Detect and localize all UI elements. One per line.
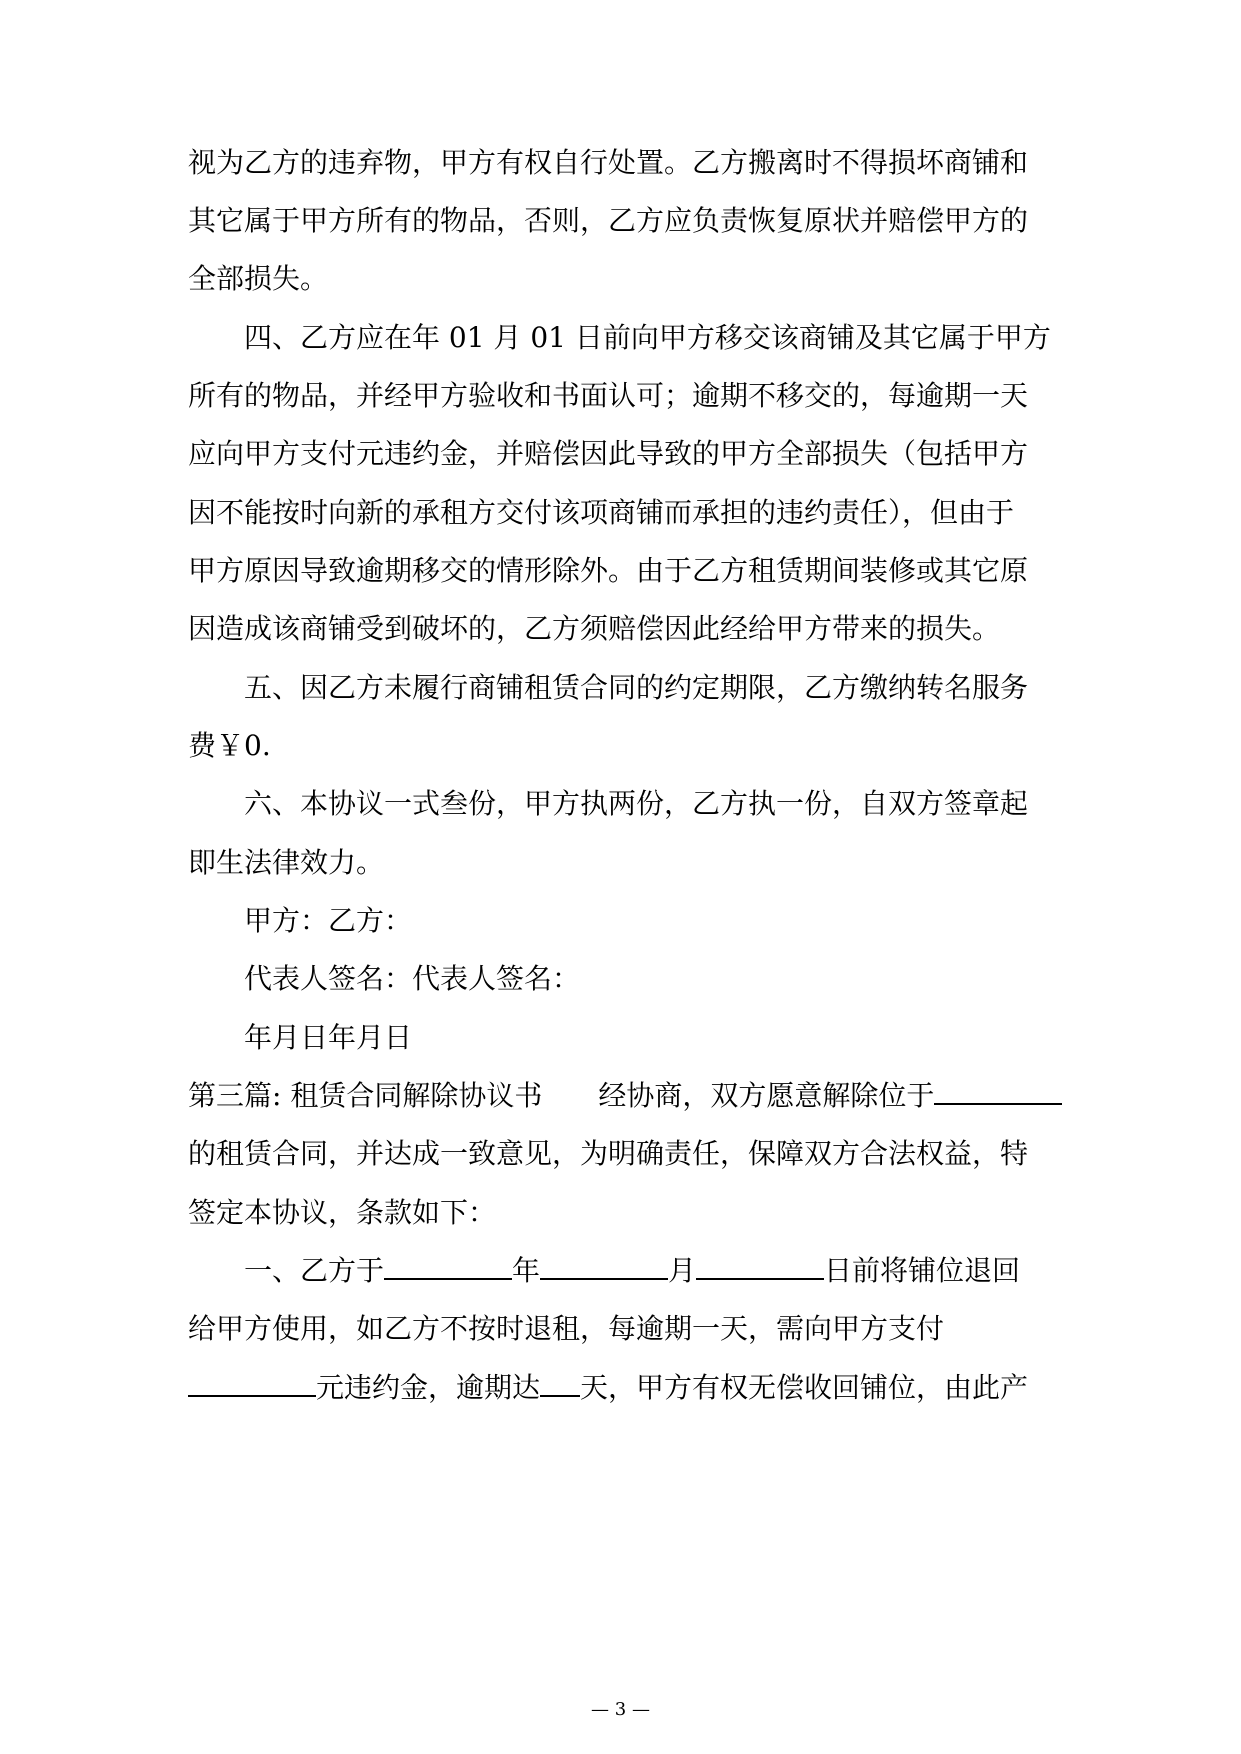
- text-line: 签定本协议，条款如下：: [188, 1196, 497, 1229]
- text-line: 给甲方使用，如乙方不按时退租，每逾期一天，需向甲方支付: [188, 1312, 945, 1345]
- blank-penalty: [188, 1369, 316, 1397]
- section-three-heading-line: [188, 1076, 1068, 1116]
- text-line: 的租赁合同，并达成一致意见，为明确责任，保障双方合法权益，特: [188, 1137, 1029, 1170]
- year-label: 年: [512, 1254, 541, 1287]
- clause-six-line: 六、本协议一式叁份，甲方执两份，乙方执一份，自双方签章起: [244, 787, 1029, 820]
- penalty-text: 元违约金，逾期达: [316, 1371, 541, 1404]
- clause-one-line: [244, 1251, 1124, 1291]
- blank-days: [540, 1369, 580, 1397]
- clause-four-line: 四、乙方应在年 01 月 01 日前向甲方移交该商铺及其它属于甲方: [244, 321, 1051, 354]
- blank-day: [696, 1252, 824, 1280]
- clause-one-text: 日前将铺位退回: [824, 1254, 1021, 1287]
- text-line: 甲方原因导致逾期移交的情形除外。由于乙方租赁期间装修或其它原: [188, 554, 1029, 587]
- text-line: 因造成该商铺受到破坏的，乙方须赔偿因此经给甲方带来的损失。: [188, 612, 1001, 645]
- text-line: 其它属于甲方所有的物品，否则，乙方应负责恢复原状并赔偿甲方的: [188, 204, 1029, 237]
- text-line: 费￥0.: [188, 729, 271, 762]
- party-labels: 甲方：乙方：: [244, 904, 413, 937]
- recovery-text: 天，甲方有权无偿收回铺位，由此产: [580, 1371, 1029, 1404]
- page-number: — 3 —: [591, 1699, 650, 1720]
- section-heading: 第三篇: 租赁合同解除协议书: [188, 1079, 543, 1112]
- signature-labels: 代表人签名：代表人签名：: [244, 962, 581, 995]
- text-line: 全部损失。: [188, 262, 329, 295]
- text-line: 因不能按时向新的承租方交付该项商铺而承担的违约责任），但由于: [188, 496, 1015, 529]
- month-label: 月: [668, 1254, 697, 1287]
- date-labels: 年月日年月日: [244, 1021, 413, 1054]
- text-line: 视为乙方的违弃物，甲方有权自行处置。乙方搬离时不得损坏商铺和: [188, 146, 1029, 179]
- blank-location: [934, 1077, 1062, 1105]
- section-intro: 经协商，双方愿意解除位于: [598, 1079, 935, 1112]
- clause-one-text: 一、乙方于: [244, 1254, 385, 1287]
- clause-one-line-3: [188, 1368, 1068, 1408]
- blank-year: [384, 1252, 512, 1280]
- text-line: 应向甲方支付元违约金，并赔偿因此导致的甲方全部损失（包括甲方: [188, 437, 1029, 470]
- clause-five-line: 五、因乙方未履行商铺租赁合同的约定期限，乙方缴纳转名服务: [244, 671, 1029, 704]
- text-line: 即生法律效力。: [188, 846, 385, 879]
- blank-month: [540, 1252, 668, 1280]
- text-line: 所有的物品，并经甲方验收和书面认可；逾期不移交的，每逾期一天: [188, 379, 1029, 412]
